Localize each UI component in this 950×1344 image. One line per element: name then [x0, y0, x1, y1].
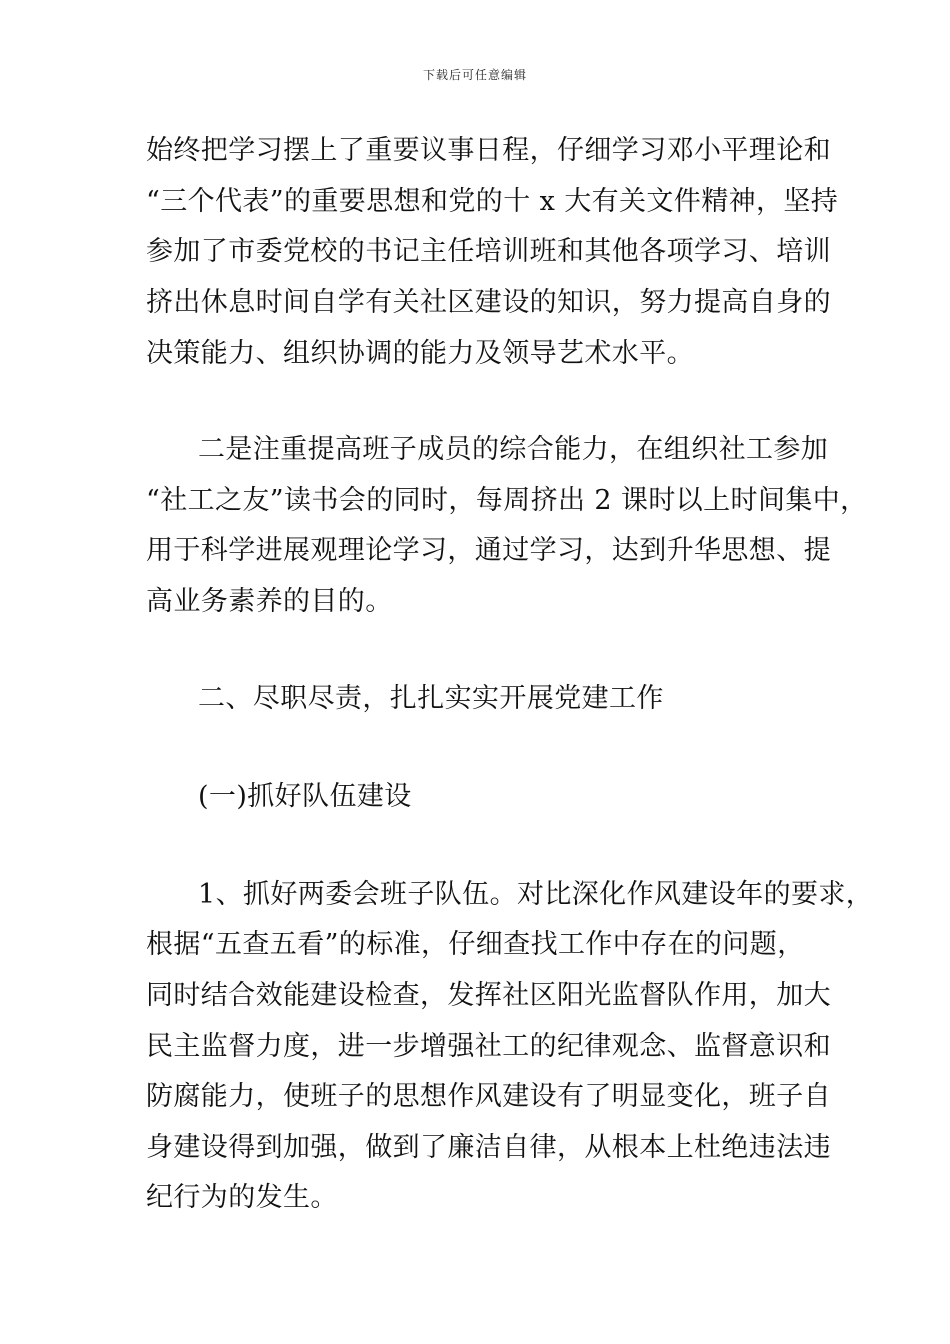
paragraph-line: 决策能力、组织协调的能力及领导艺术水平。: [146, 338, 694, 369]
paragraph-line: “三个代表”的重要思想和党的十 x 大有关文件精神，坚持: [146, 186, 839, 217]
subsection-heading: (一)抓好队伍建设: [198, 781, 412, 812]
page-header: 下载后可任意编辑: [422, 68, 527, 82]
paragraph-line: 挤出休息时间自学有关社区建设的知识，努力提高自身的: [146, 287, 831, 318]
paragraph-line: 高业务素养的目的。: [146, 586, 393, 617]
paragraph-line: 纪行为的发生。: [146, 1182, 338, 1213]
paragraph-line: 同时结合效能建设检查，发挥社区阳光监督队作用，加大: [146, 980, 831, 1011]
paragraph-line: 二是注重提高班子成员的综合能力，在组织社工参加: [198, 434, 829, 465]
paragraph-line: 防腐能力，使班子的思想作风建设有了明显变化，班子自: [146, 1081, 831, 1112]
paragraph-line: 参加了市委党校的书记主任培训班和其他各项学习、培训: [146, 236, 831, 267]
paragraph-line: 1、抓好两委会班子队伍。对比深化作风建设年的要求，: [198, 879, 874, 910]
paragraph-line: 始终把学习摆上了重要议事日程，仔细学习邓小平理论和: [146, 135, 831, 166]
paragraph-line: “社工之友”读书会的同时，每周挤出 2 课时以上时间集中，: [146, 485, 868, 516]
paragraph-line: 民主监督力度，进一步增强社工的纪律观念、监督意识和: [146, 1031, 831, 1062]
paragraph-line: 用于科学进展观理论学习，通过学习，达到升华思想、提: [146, 535, 831, 566]
paragraph-line: 根据“五查五看”的标准，仔细查找工作中存在的问题，: [146, 929, 805, 960]
paragraph-line: 身建设得到加强，做到了廉洁自律，从根本上杜绝违法违: [146, 1132, 831, 1163]
section-heading: 二、尽职尽责，扎扎实实开展党建工作: [198, 683, 664, 714]
